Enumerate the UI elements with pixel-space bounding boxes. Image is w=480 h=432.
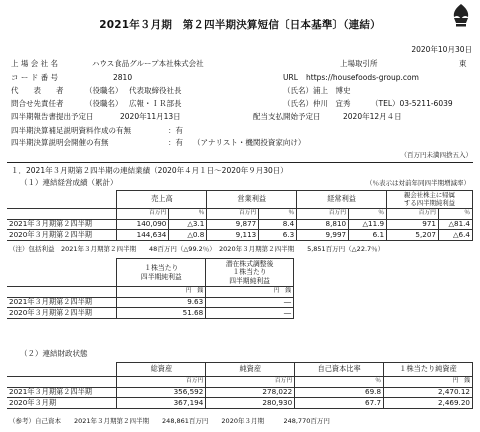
representative-title: 代表取締役社長 <box>129 86 182 95</box>
cell: 6.3 <box>259 230 297 241</box>
cell: 9,997 <box>297 230 349 241</box>
contact-title: 広報・ＩＲ部長 <box>129 99 182 108</box>
financial-position-table <box>7 362 473 409</box>
section1-percent-note: （％表示は対前年同四半期増減率） <box>366 179 470 187</box>
row-label: 2020年３月期 <box>7 398 117 409</box>
cell: 9,113 <box>207 230 259 241</box>
row-label: 2020年３月期第２四半期 <box>7 308 117 319</box>
table-row <box>7 297 294 308</box>
company-label: 上 場 会 社 名 <box>11 59 59 68</box>
row-label: 2021年３月期第２四半期 <box>7 387 117 398</box>
unit-cell: 円 銭 <box>384 377 473 388</box>
cell: △0.8 <box>169 230 207 241</box>
equity-note: （参考）自己資本 2021年３月期第２四半期 248,861百万円 2020年３月期 248,770百万円 <box>9 417 330 425</box>
row-label: 2021年３月期第２四半期 <box>7 297 117 308</box>
contact-name-label: （氏名） <box>283 99 313 108</box>
section1-sub-heading: （１）連結経営成績（累計） <box>20 178 118 187</box>
cell: 8.4 <box>259 219 297 230</box>
header-net-sales: 売上高 <box>117 191 207 209</box>
unit-cell: ％ <box>349 209 387 220</box>
unit-cell: ％ <box>295 377 384 388</box>
cell: 280,930 <box>206 398 295 409</box>
header-net-assets: 純資産 <box>206 363 295 377</box>
cell: 8,810 <box>297 219 349 230</box>
cell: △11.9 <box>349 219 387 230</box>
cell: 140,090 <box>117 219 169 230</box>
rounding-note: （百万円未満四捨五入） <box>400 151 472 159</box>
unit-cell: 百万円 <box>387 209 439 220</box>
cell: 67.7 <box>295 398 384 409</box>
header-ordinary-profit: 経常利益 <box>297 191 387 209</box>
url-label: URL <box>283 73 298 82</box>
cell: 278,022 <box>206 387 295 398</box>
cell: △3.1 <box>169 219 207 230</box>
row-label: 2021年３月期第２四半期 <box>7 219 117 230</box>
cell: 2,470.12 <box>384 387 473 398</box>
cell: 356,592 <box>117 387 206 398</box>
cell: △6.4 <box>438 230 472 241</box>
eps-table <box>7 258 294 319</box>
header-equity-ratio: 自己資本比率 <box>295 363 384 377</box>
representative-name-label: （氏名） <box>283 86 313 95</box>
unit-cell: ％ <box>259 209 297 220</box>
quarterly-report-label: 四半期報告書提出予定日 <box>11 112 94 121</box>
representative-label: 代 表 者 <box>11 86 64 95</box>
header-eps: １株当たり 四半期純利益 <box>117 259 206 287</box>
representative-title-label: （役職名） <box>85 86 123 95</box>
cell: 5,207 <box>387 230 439 241</box>
table-row <box>7 230 473 241</box>
cell: 6.1 <box>349 230 387 241</box>
cell: 51.68 <box>117 308 206 319</box>
operating-results-table <box>7 190 473 241</box>
section-divider <box>7 162 473 163</box>
exchange-value: 東 <box>459 59 467 68</box>
unit-cell: 百万円 <box>207 209 259 220</box>
unit-cell: ％ <box>169 209 207 220</box>
header-operating-profit: 営業利益 <box>207 191 297 209</box>
company-name: ハウス食品グループ本社株式会社 <box>92 59 204 68</box>
cell: 69.8 <box>295 387 384 398</box>
table-row <box>7 387 473 398</box>
supplementary-label: 四半期決算補足説明資料作成の有無 <box>11 126 131 135</box>
supplementary-value: ：有 <box>168 126 183 135</box>
dividend-label: 配当支払開始予定日 <box>253 112 321 121</box>
header-net-income: 親会社株主に帰属 する四半期純利益 <box>387 191 473 209</box>
dividend-date: 2020年12月４日 <box>343 112 402 121</box>
unit-cell: 百万円 <box>117 209 169 220</box>
representative-name: 浦上 博史 <box>313 86 351 95</box>
unit-cell: 百万円 <box>206 377 295 388</box>
unit-cell: ％ <box>438 209 472 220</box>
section1-heading: １．2021年３月期第２四半期の連結業績（2020年４月１日～2020年９月30日） <box>11 166 288 175</box>
cell: 367,194 <box>117 398 206 409</box>
table-row <box>7 398 473 409</box>
code-value: 2810 <box>113 73 133 82</box>
table-row <box>7 308 294 319</box>
row-label: 2020年３月期第２四半期 <box>7 230 117 241</box>
table-row <box>7 219 473 230</box>
header-total-assets: 総資産 <box>117 363 206 377</box>
quarterly-report-date: 2020年11月13日 <box>120 112 181 121</box>
cell: ― <box>206 297 294 308</box>
comprehensive-income-note: （注）包括利益 2021年３月期第２四半期 48百万円（△99.2％） 2020年３月期第２四半期 5,851百万円（△22.7％） <box>9 245 385 253</box>
unit-cell: 円 銭 <box>206 287 294 298</box>
cell: 971 <box>387 219 439 230</box>
contact-name: 仲川 宜秀 <box>313 99 351 108</box>
cell: △81.4 <box>438 219 472 230</box>
briefing-label: 四半期決算説明会開催の有無 <box>11 138 109 147</box>
company-url[interactable]: https://housefoods-group.com <box>306 73 419 82</box>
report-date: 2020年10月30日 <box>411 45 472 54</box>
contact-title-label: （役職名） <box>85 99 123 108</box>
unit-cell: 百万円 <box>297 209 349 220</box>
code-label: コ ー ド 番 号 <box>11 73 59 82</box>
contact-tel: （TEL）03-5211-6039 <box>371 99 453 108</box>
section2-heading: （２）連結財政状態 <box>20 349 88 358</box>
cell: 144,634 <box>117 230 169 241</box>
contact-label: 問合せ先責任者 <box>11 99 64 108</box>
cell: 9.63 <box>117 297 206 308</box>
cell: 9,877 <box>207 219 259 230</box>
header-diluted-eps: 潜在株式調整後 １株当たり 四半期純利益 <box>206 259 294 287</box>
cell: ― <box>206 308 294 319</box>
unit-cell: 円 銭 <box>117 287 206 298</box>
cell: 2,469.20 <box>384 398 473 409</box>
unit-cell: 百万円 <box>117 377 206 388</box>
briefing-note: （アナリスト・機関投資家向け） <box>193 138 306 147</box>
page-title: 2021年３月期 第２四半期決算短信〔日本基準〕（連結） <box>99 19 381 31</box>
exchange-label: 上場取引所 <box>340 59 378 68</box>
briefing-value: ：有 <box>168 138 183 147</box>
header-bps: １株当たり純資産 <box>384 363 473 377</box>
